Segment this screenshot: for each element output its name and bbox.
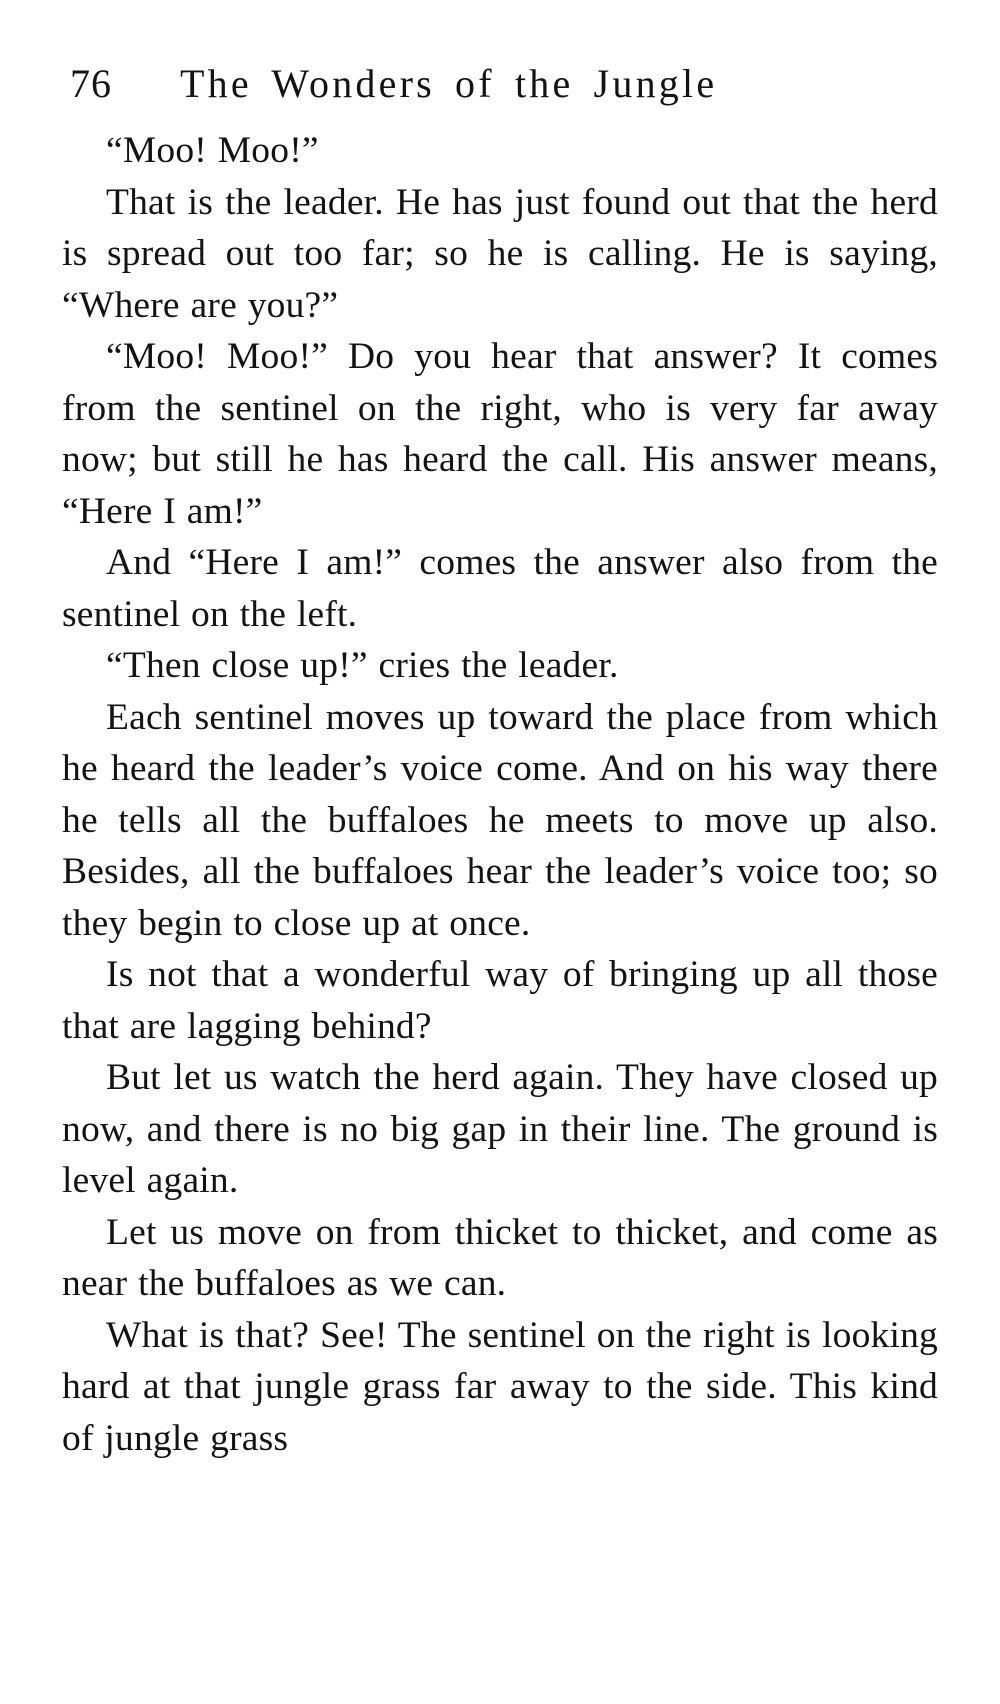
paragraph: “Moo! Moo!” Do you hear that answer? It comes from the sentinel on the right, who is very far away now; but still he has heard the call. His answer means, “Here I am!” bbox=[62, 336, 938, 532]
paragraph: “Then close up!” cries the leader. bbox=[106, 645, 619, 686]
paragraph: And “Here I am!” comes the answer also from the sentinel on the left. bbox=[62, 542, 938, 635]
paragraph: Let us move on from thicket to thicket, and come as near the buffaloes as we can. bbox=[62, 1211, 938, 1304]
page-number: 76 bbox=[70, 61, 112, 106]
paragraph: That is the leader. He has just found out that the herd is spread out too far; so he is calling. He is saying, “Where are you?” bbox=[62, 181, 938, 326]
body-text bbox=[62, 125, 938, 1464]
running-title: The Wonders of the Jungle bbox=[180, 61, 718, 106]
paragraph: What is that? See! The sentinel on the right is looking hard at that jungle grass far away to the side. This kind of jungle grass bbox=[62, 1314, 938, 1459]
paragraph: Each sentinel moves up toward the place from which he heard the leader’s voice come. And on his way there he tells all the buffaloes he meets to move up also. Besides, all the buffaloes hear the leader’s voice too; so they begin to close up at once. bbox=[62, 696, 938, 944]
paragraph: “Moo! Moo!” bbox=[106, 130, 319, 171]
page-header bbox=[62, 60, 938, 107]
paragraph: Is not that a wonderful way of bringing up all those that are lagging behind? bbox=[62, 954, 938, 1047]
paragraph: But let us watch the herd again. They have closed up now, and there is no big gap in their line. The ground is level again. bbox=[62, 1057, 938, 1201]
